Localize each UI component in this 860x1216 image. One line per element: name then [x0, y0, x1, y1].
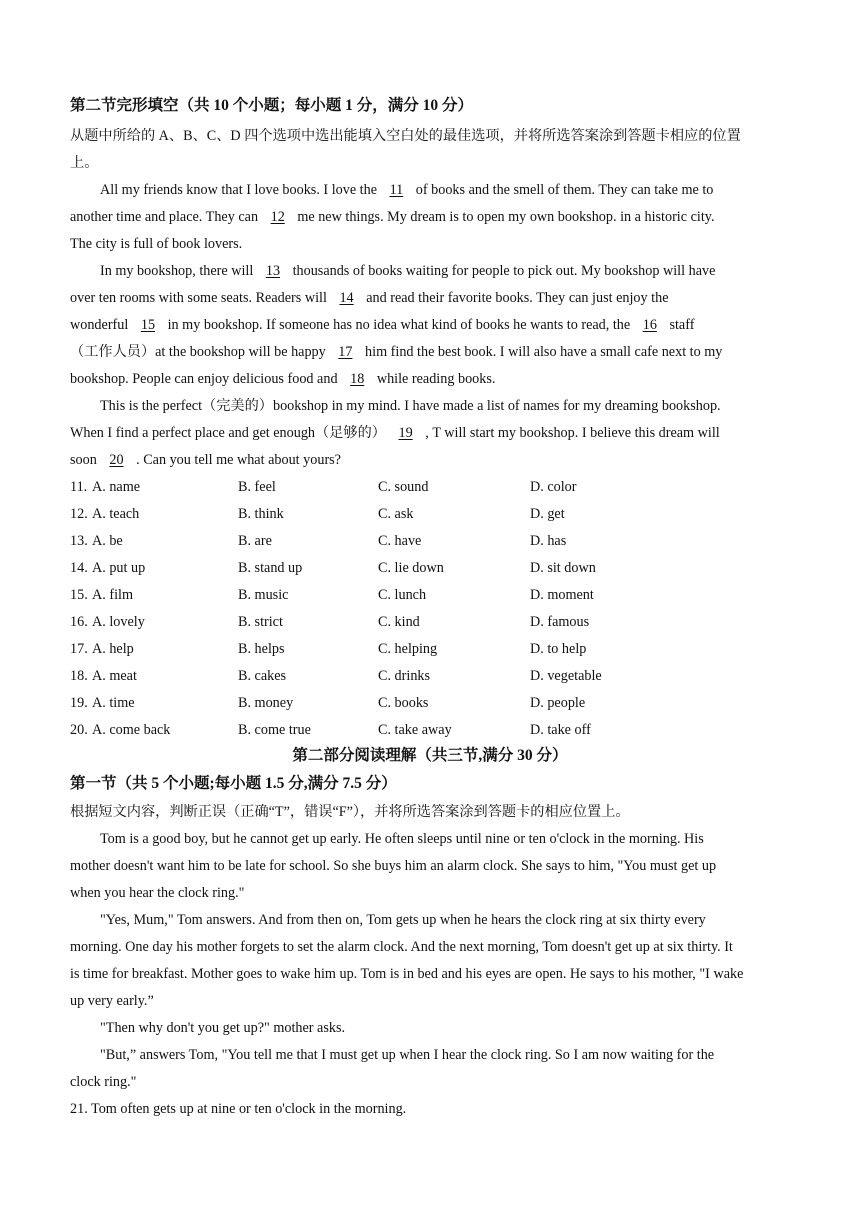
option-b: B. come true — [238, 722, 311, 738]
blank-18: 18 — [350, 371, 365, 387]
question-number: 15. — [70, 587, 88, 603]
option-a: A. put up — [92, 560, 146, 576]
question-number: 12. — [70, 506, 88, 522]
passage-line — [70, 208, 715, 226]
option-b: B. feel — [238, 479, 276, 495]
text: bookshop. People can enjoy delicious food and — [70, 371, 338, 387]
passage-line — [70, 424, 720, 442]
option-d: D. has — [530, 533, 567, 549]
text: thousands of books waiting for people to pick out. My bookshop will have — [292, 263, 716, 279]
option-c: C. helping — [378, 641, 438, 657]
option-d: D. vegetable — [530, 668, 602, 684]
option-b: B. think — [238, 506, 284, 522]
option-c: C. drinks — [378, 668, 431, 684]
passage-line: "Yes, Mum," Tom answers. And from then on, Tom gets up when he hears the clock ring at six thirty every — [100, 912, 706, 928]
option-b: B. helps — [238, 641, 285, 657]
option-d: D. color — [530, 479, 577, 495]
option-a: A. lovely — [92, 614, 145, 630]
question-21: 21. Tom often gets up at nine or ten o'clock in the morning. — [70, 1101, 407, 1117]
text: wonderful — [70, 317, 129, 333]
blank-19: 19 — [398, 425, 413, 441]
passage-line: morning. One day his mother forgets to set the alarm clock. And the next morning, Tom doesn't get up at six thirty. It — [70, 939, 733, 955]
passage-line — [100, 181, 713, 199]
question-number: 11. — [70, 479, 88, 495]
blank-20: 20 — [109, 452, 124, 468]
question-number: 16. — [70, 614, 88, 630]
text: another time and place. They can — [70, 209, 259, 225]
passage-line — [70, 451, 341, 469]
option-c: C. kind — [378, 614, 420, 630]
blank-13: 13 — [265, 263, 281, 279]
text: over ten rooms with some seats. Readers will — [70, 290, 327, 306]
text: staff — [669, 317, 695, 333]
text: me new things. My dream is to open my own bookshop. in a historic city. — [297, 209, 715, 225]
text: When I find a perfect place and get enough（足够的） — [70, 425, 386, 441]
text: of books and the smell of them. They can take me to — [415, 182, 714, 198]
option-c: C. take away — [378, 722, 452, 738]
text: , T will start my bookshop. I believe this dream will — [425, 425, 720, 441]
cloze-instruction: 从题中所给的 A、B、C、D 四个选项中选出能填入空白处的最佳选项，并将所选答案涂到答题卡相应的位置 — [70, 128, 741, 144]
blank-12: 12 — [270, 209, 285, 225]
option-a: A. meat — [92, 668, 137, 684]
option-a: A. time — [92, 695, 135, 711]
option-b: B. money — [238, 695, 294, 711]
option-c: C. ask — [378, 506, 414, 522]
cloze-heading: 第二节完形填空（共 10 个小题；每小题 1 分，满分 10 分） — [70, 97, 474, 114]
question-number: 13. — [70, 533, 88, 549]
option-a: A. help — [92, 641, 134, 657]
blank-11: 11 — [389, 182, 404, 198]
option-b: B. are — [238, 533, 272, 549]
question-number: 19. — [70, 695, 88, 711]
option-d: D. moment — [530, 587, 594, 603]
option-a: A. be — [92, 533, 123, 549]
passage-line — [70, 289, 669, 307]
passage-line: "Then why don't you get up?" mother asks. — [100, 1020, 346, 1036]
passage-line: Tom is a good boy, but he cannot get up early. He often sleeps until nine or ten o'clock in the morning. His — [100, 831, 704, 847]
question-number: 18. — [70, 668, 88, 684]
passage-line — [70, 343, 722, 361]
cloze-instruction-cont: 上。 — [70, 155, 99, 171]
option-c: C. lunch — [378, 587, 427, 603]
question-number: 20. — [70, 722, 88, 738]
reading-instruction: 根据短文内容，判断正误（正确“T”，错误“F”），并将所选答案涂到答题卡的相应位置上。 — [70, 804, 630, 820]
passage-line: when you hear the clock ring." — [70, 885, 245, 901]
option-a: A. come back — [92, 722, 171, 738]
text: while reading books. — [376, 371, 496, 387]
option-c: C. lie down — [378, 560, 444, 576]
passage-line: This is the perfect（完美的）bookshop in my mind. I have made a list of names for my dreaming bookshop. — [100, 398, 721, 414]
option-b: B. strict — [238, 614, 283, 630]
option-b: B. music — [238, 587, 289, 603]
text: . Can you tell me what about yours? — [136, 452, 341, 468]
option-a: A. film — [92, 587, 133, 603]
passage-line: clock ring." — [70, 1074, 137, 1090]
option-a: A. teach — [92, 506, 140, 522]
blank-16: 16 — [642, 317, 657, 333]
option-d: D. get — [530, 506, 565, 522]
passage-line — [70, 316, 694, 334]
part-heading: 第二部分阅读理解（共三节,满分 30 分） — [292, 747, 568, 764]
passage-line: mother doesn't want him to be late for school. So she buys him an alarm clock. She says to him, "You must get up — [70, 858, 717, 874]
blank-15: 15 — [140, 317, 156, 333]
option-a: A. name — [92, 479, 141, 495]
passage-line — [70, 370, 495, 388]
option-b: B. stand up — [238, 560, 303, 576]
section-heading: 第一节（共 5 个小题;每小题 1.5 分,满分 7.5 分） — [70, 775, 397, 792]
text: and read their favorite books. They can just enjoy the — [366, 290, 669, 306]
question-number: 14. — [70, 560, 88, 576]
text: in my bookshop. If someone has no idea what kind of books he wants to read, the — [167, 317, 631, 333]
question-number: 17. — [70, 641, 88, 657]
passage-line: The city is full of book lovers. — [70, 236, 243, 252]
option-d: D. famous — [530, 614, 590, 630]
passage-line: is time for breakfast. Mother goes to wake him up. Tom is in bed and his eyes are open. He says to his mother, "I wake — [70, 966, 744, 982]
option-d: D. sit down — [530, 560, 596, 576]
option-d: D. people — [530, 695, 586, 711]
option-c: C. books — [378, 695, 429, 711]
blank-17: 17 — [338, 344, 353, 360]
option-d: D. take off — [530, 722, 591, 738]
text: soon — [70, 452, 97, 468]
text: （工作人员）at the bookshop will be happy — [70, 344, 326, 360]
option-c: C. sound — [378, 479, 429, 495]
option-b: B. cakes — [238, 668, 287, 684]
text: him find the best book. I will also have a small cafe next to my — [365, 344, 723, 360]
passage-line: up very early.” — [70, 993, 154, 1009]
passage-line — [100, 262, 715, 280]
text: In my bookshop, there will — [100, 263, 254, 279]
option-d: D. to help — [530, 641, 587, 657]
text: All my friends know that I love books. I love the — [100, 182, 378, 198]
option-c: C. have — [378, 533, 422, 549]
blank-14: 14 — [339, 290, 354, 306]
passage-line: "But,” answers Tom, "You tell me that I must get up when I hear the clock ring. So I am now waiting for the — [100, 1047, 715, 1063]
